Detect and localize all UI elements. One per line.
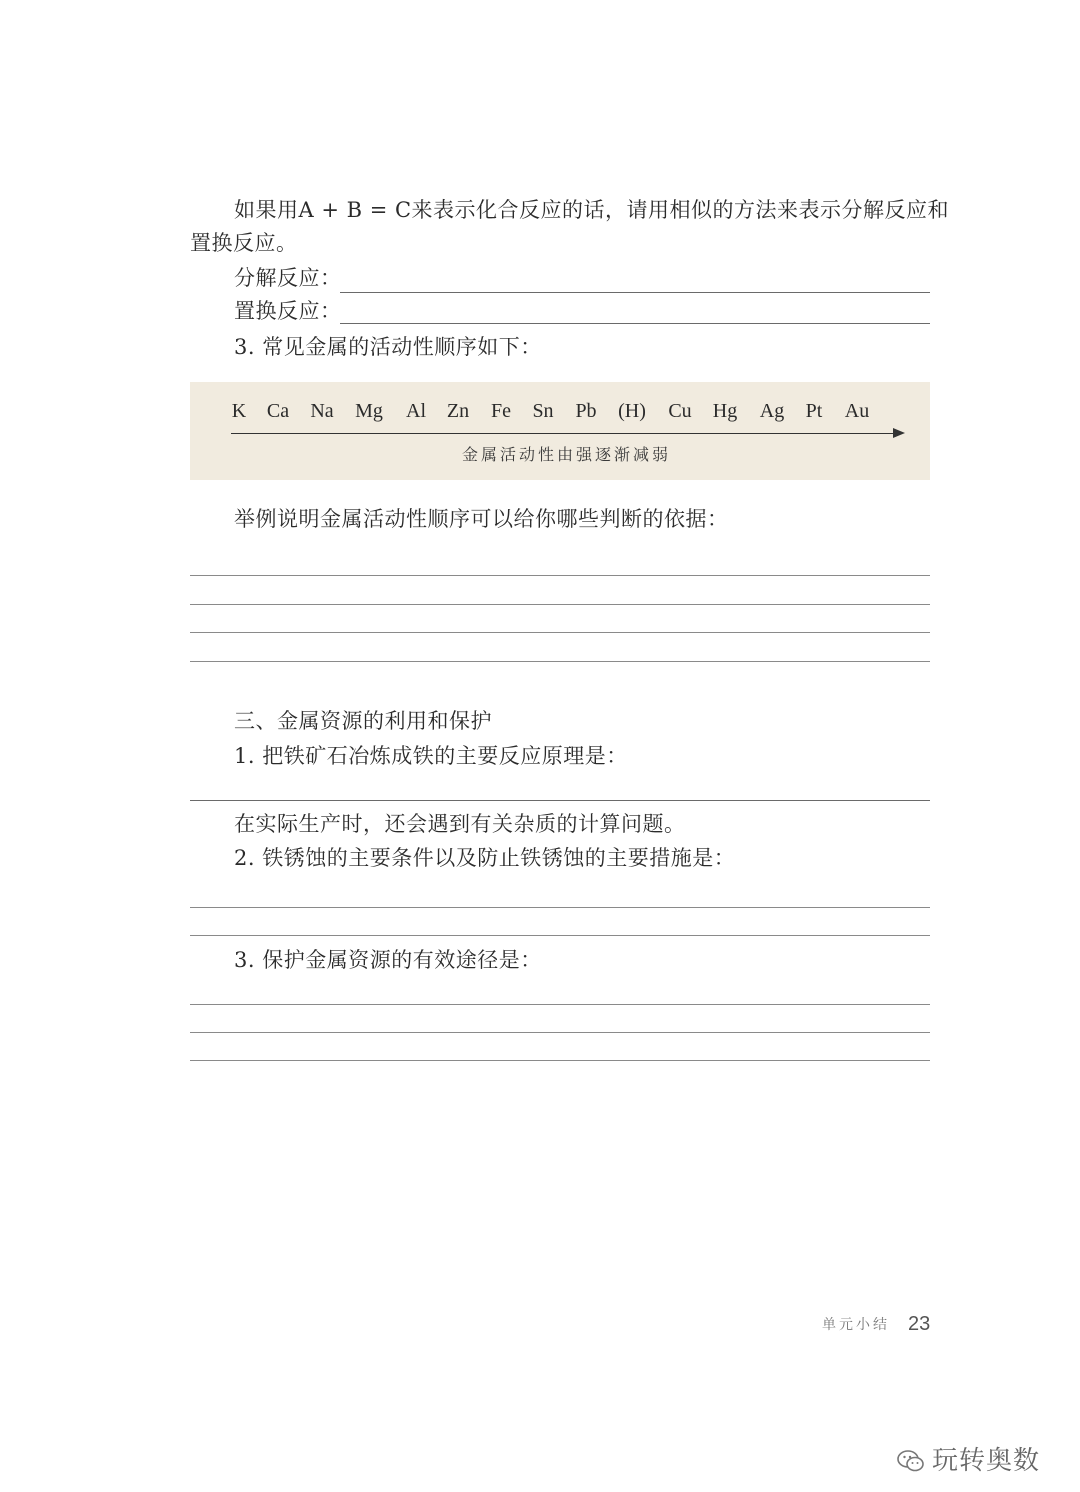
- metal-symbol: Pt: [805, 400, 823, 422]
- metal-symbol: Na: [310, 400, 334, 422]
- impurity-note: 在实际生产时，还会遇到有关杂质的计算问题。: [234, 812, 686, 836]
- footer-section-label: 单元小结: [822, 1317, 890, 1333]
- metal-symbol: Au: [844, 400, 870, 422]
- question-1: 1. 把铁矿石冶炼成铁的主要反应原理是：: [234, 744, 628, 768]
- arrow-right-icon: [893, 428, 905, 438]
- answer-line[interactable]: [190, 800, 930, 801]
- answer-line[interactable]: [190, 1032, 930, 1033]
- metal-symbol: Hg: [712, 400, 738, 422]
- question-2: 2. 铁锈蚀的主要条件以及防止铁锈蚀的主要措施是：: [234, 846, 736, 870]
- displacement-answer-line[interactable]: [340, 323, 930, 324]
- answer-line[interactable]: [190, 575, 930, 576]
- metal-symbol: Cu: [668, 400, 692, 422]
- answer-line[interactable]: [190, 604, 930, 605]
- activity-arrow-line: [231, 433, 895, 434]
- answer-line[interactable]: [190, 1060, 930, 1061]
- decomposition-label: 分解反应：: [234, 266, 342, 290]
- metal-symbol: Ca: [266, 400, 290, 422]
- page-number: 23: [908, 1313, 931, 1335]
- activity-heading: 3. 常见金属的活动性顺序如下：: [234, 335, 542, 359]
- metal-symbol: Mg: [355, 400, 383, 422]
- intro-line-2: 置换反应。: [190, 231, 298, 255]
- activity-caption: 金属活动性由强逐渐减弱: [462, 445, 672, 464]
- answer-line[interactable]: [190, 1004, 930, 1005]
- metal-symbol: Pb: [575, 400, 597, 422]
- displacement-label: 置换反应：: [234, 299, 342, 323]
- question-3: 3. 保护金属资源的有效途径是：: [234, 948, 542, 972]
- metal-symbol: Ag: [759, 400, 785, 422]
- metal-symbol: Zn: [446, 400, 470, 422]
- activity-question: 举例说明金属活动性顺序可以给你哪些判断的依据：: [234, 507, 729, 531]
- metal-symbol: Al: [406, 400, 426, 422]
- metal-symbol: (H): [618, 400, 646, 422]
- metal-symbol: Fe: [491, 400, 511, 422]
- decomposition-answer-line[interactable]: [340, 292, 930, 293]
- watermark-text: 玩转奥数: [932, 1446, 1041, 1476]
- metal-symbol: Sn: [532, 400, 554, 422]
- section-3-heading: 三、金属资源的利用和保护: [234, 709, 492, 733]
- answer-line[interactable]: [190, 935, 930, 936]
- intro-line-1: 如果用A + B = C来表示化合反应的话，请用相似的方法来表示分解反应和: [234, 198, 950, 222]
- answer-line[interactable]: [190, 907, 930, 908]
- wechat-icon: [896, 1448, 926, 1474]
- answer-line[interactable]: [190, 661, 930, 662]
- metal-symbol: K: [231, 400, 247, 422]
- answer-line[interactable]: [190, 632, 930, 633]
